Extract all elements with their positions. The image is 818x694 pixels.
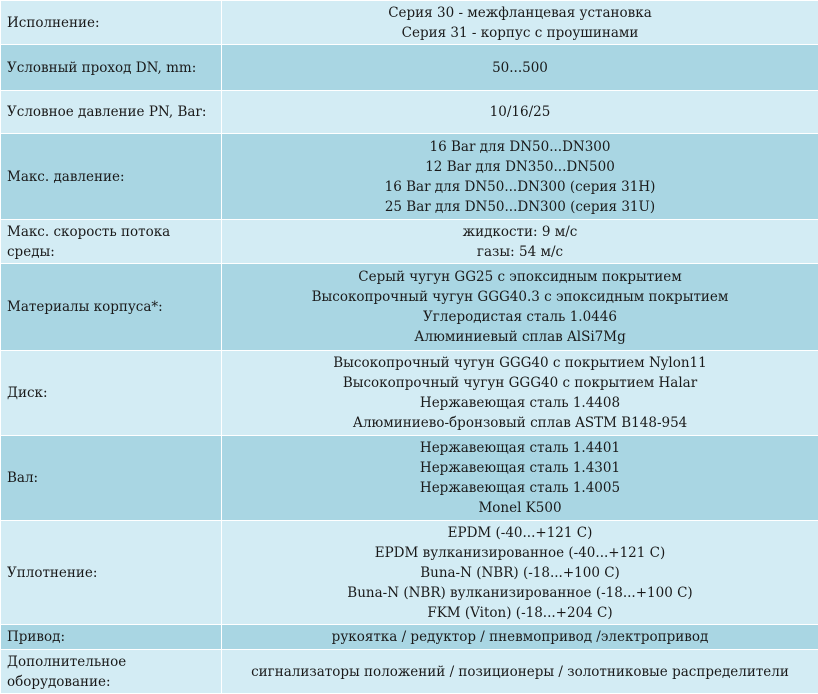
value-line: 16 Bar для DN50...DN300 [429, 138, 611, 155]
value-line: Высокопрочный чугун GGG40 с покрытием Halar [342, 375, 698, 391]
value-line: 50...500 [492, 59, 548, 76]
value-line: газы: 54 м/с [476, 243, 564, 260]
row-value [222, 264, 818, 351]
value-line: 12 Bar для DN350...DN500 [425, 158, 615, 175]
value-line: Высокопрочный чугун GGG40.3 с эпоксидным покрытием [311, 289, 729, 305]
row-label: Вал: [1, 436, 222, 521]
table-row [1, 1, 818, 45]
value-line: Серия 30 - межфланцевая установка [388, 4, 652, 21]
table-row [1, 45, 818, 91]
table-row [1, 91, 818, 134]
table-row [1, 134, 818, 220]
value-line: Buna-N (NBR) (-18...+100 С) [420, 564, 620, 581]
table-row [1, 521, 818, 625]
row-label: Макс. скорость потока среды: [1, 220, 222, 264]
value-line: Нержавеющая сталь 1.4408 [419, 395, 621, 411]
row-value [222, 351, 818, 436]
table-row [1, 351, 818, 436]
row-label: Материалы корпуса*: [1, 264, 222, 351]
value-line: Monel K500 [478, 500, 562, 516]
value-line: рукоятка / редуктор / пневмопривод /электропривод [331, 629, 709, 645]
value-line: Алюминиево-бронзовый сплав ASTM B148-954 [352, 415, 688, 431]
row-value [222, 436, 818, 521]
value-line: Нержавеющая сталь 1.4401 [419, 440, 621, 456]
row-label: Условный проход DN, mm: [1, 45, 222, 91]
row-value [222, 1, 818, 45]
value-line: Алюминиевый сплав AlSi7Mg [414, 329, 626, 345]
table-row [1, 436, 818, 521]
value-line: Серия 31 - корпус с проушинами [401, 24, 639, 41]
value-line: 25 Bar для DN50...DN300 (серия 31U) [384, 198, 656, 215]
value-line: Нержавеющая сталь 1.4301 [419, 460, 621, 476]
value-line: жидкости: 9 м/с [462, 223, 578, 240]
value-line: Высокопрочный чугун GGG40 с покрытием Nylon11 [333, 355, 707, 371]
table-row [1, 264, 818, 351]
table-row [1, 220, 818, 264]
row-value: сигнализаторы положений / позиционеры / золотниковые распределители [222, 650, 818, 694]
row-value [222, 521, 818, 625]
row-value [222, 625, 818, 650]
row-value [222, 91, 818, 134]
row-label: Исполнение: [1, 1, 222, 45]
value-line: 10/16/25 [489, 104, 551, 120]
row-value [222, 220, 818, 264]
value-line: FKM (Viton) (-18...+204 С) [427, 604, 613, 621]
value-line: 16 Bar для DN50...DN300 (серия 31H) [384, 178, 656, 195]
value-line: Нержавеющая сталь 1.4005 [419, 480, 621, 496]
row-label: Привод: [1, 625, 222, 650]
row-label: Макс. давление: [1, 134, 222, 220]
row-label: Условное давление PN, Bar: [1, 91, 222, 134]
value-line: Buna-N (NBR) вулканизированное (-18...+100 С) [347, 584, 693, 601]
value-line: EPDM вулканизированное (-40...+121 С) [374, 544, 666, 561]
row-value [222, 45, 818, 91]
row-label: Дополнительное оборудование: [1, 650, 222, 694]
row-value [222, 134, 818, 220]
row-label: Уплотнение: [1, 521, 222, 625]
table-row [1, 650, 818, 694]
table-row [1, 625, 818, 650]
value-line: EPDM (-40...+121 С) [447, 524, 593, 541]
row-label: Диск: [1, 351, 222, 436]
value-line: Углеродистая сталь 1.0446 [423, 309, 617, 325]
value-line: Серый чугун GG25 с эпоксидным покрытием [358, 269, 682, 285]
